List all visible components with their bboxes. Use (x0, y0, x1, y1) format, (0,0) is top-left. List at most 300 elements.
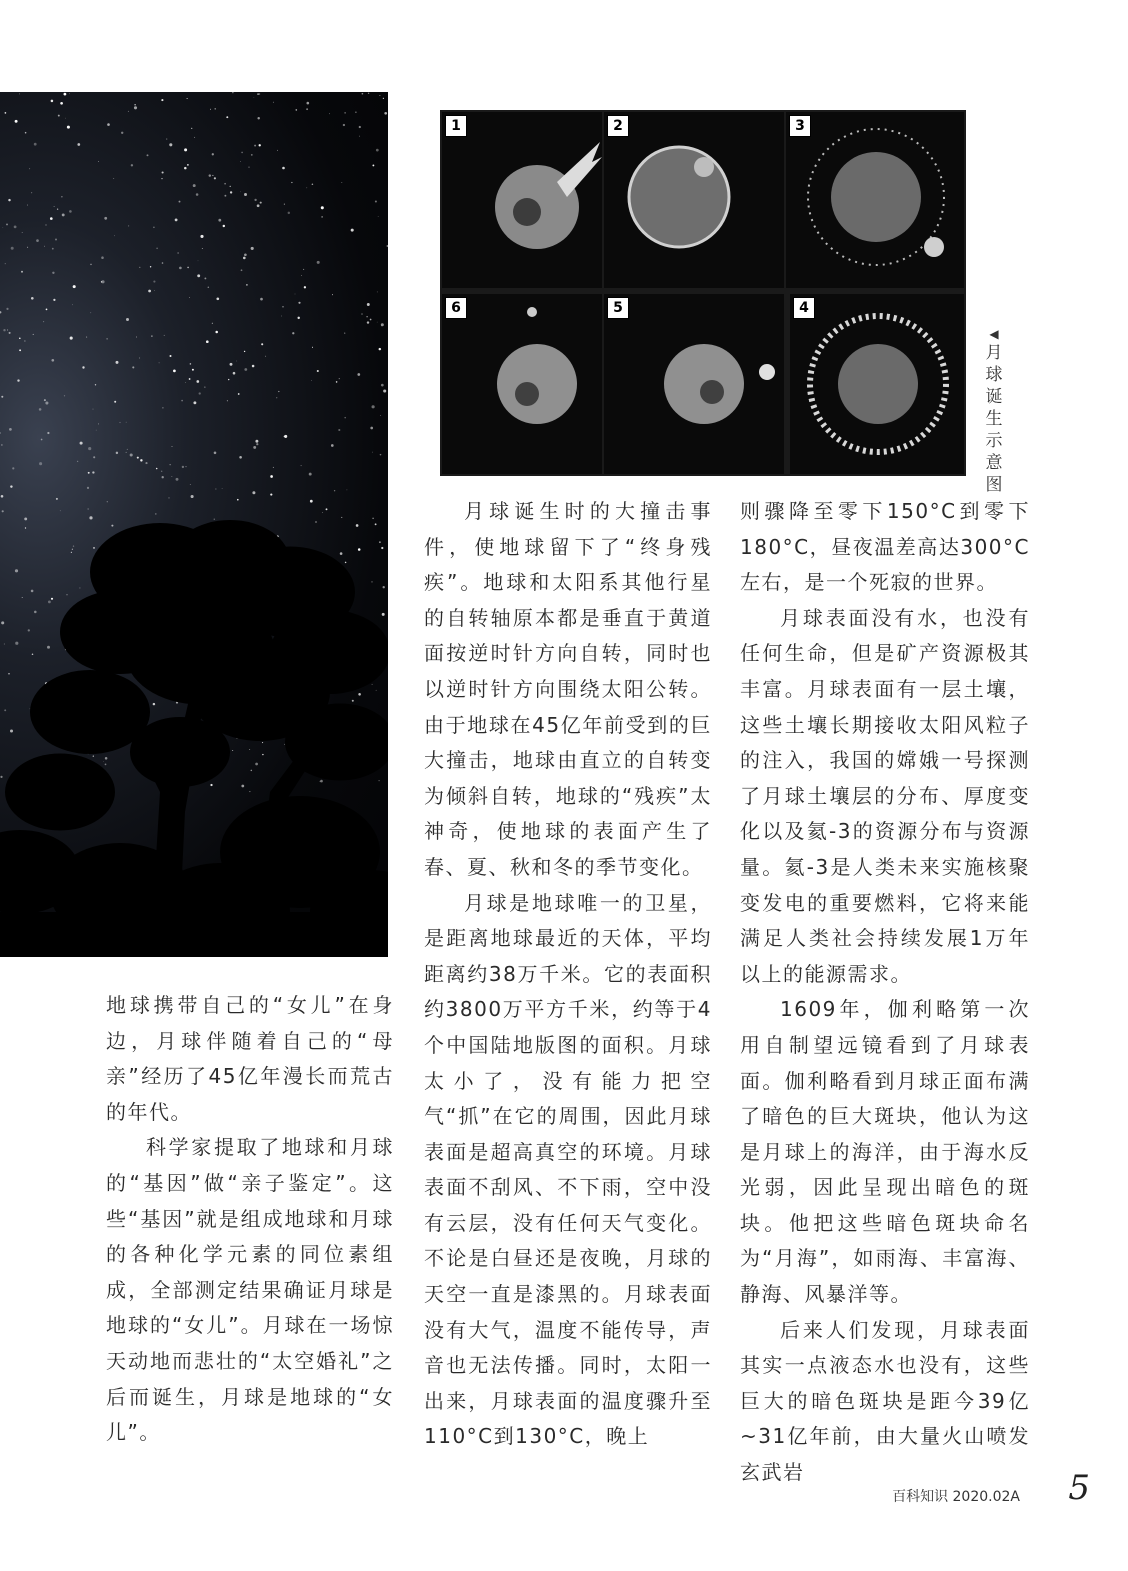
star (199, 392, 201, 394)
star (128, 225, 129, 226)
star (45, 224, 46, 225)
star (145, 462, 147, 464)
star (128, 111, 129, 112)
star (306, 187, 307, 188)
star (34, 611, 37, 614)
panel-4 (790, 294, 964, 474)
paragraph: 地球携带自己的“女儿”在身边，月球伴随着自己的“母亲”经历了45亿年漫长而荒古的年代。 (106, 993, 394, 1124)
star (239, 456, 242, 459)
star (251, 154, 253, 156)
star (44, 399, 46, 401)
star (381, 384, 384, 387)
star (64, 395, 65, 396)
star (2, 227, 3, 228)
star (384, 112, 387, 115)
star (19, 338, 21, 340)
star (376, 690, 377, 691)
star (54, 206, 55, 207)
star (241, 152, 243, 154)
star (204, 277, 206, 279)
star (155, 513, 157, 515)
starry-sky-with-trees (0, 92, 388, 957)
star (381, 323, 384, 326)
star (368, 93, 369, 94)
star (98, 423, 99, 424)
star (179, 267, 182, 270)
star (346, 489, 347, 490)
star (15, 569, 18, 572)
star (50, 217, 53, 220)
star (89, 516, 92, 519)
star (119, 422, 120, 423)
star (169, 497, 170, 498)
star (55, 239, 57, 241)
star (90, 312, 91, 313)
star (77, 461, 78, 462)
star (139, 358, 140, 359)
star (379, 95, 380, 96)
star (48, 600, 51, 603)
star (77, 143, 80, 146)
star (32, 654, 34, 656)
star (5, 263, 6, 264)
star (191, 128, 192, 129)
panel-number: 3 (789, 115, 811, 137)
star (381, 547, 383, 549)
star (320, 781, 321, 782)
star (39, 462, 42, 465)
star (3, 329, 5, 331)
star (341, 517, 342, 518)
star (60, 510, 61, 511)
star (161, 178, 162, 179)
star (259, 144, 261, 146)
star (276, 397, 277, 398)
star (19, 349, 21, 351)
star (114, 401, 116, 403)
star (57, 209, 58, 210)
star (244, 193, 247, 196)
star (52, 248, 54, 250)
star (126, 422, 127, 423)
star (44, 246, 45, 247)
star (344, 417, 346, 419)
star (224, 195, 226, 197)
star (106, 338, 107, 339)
star (88, 447, 91, 450)
star (153, 226, 155, 228)
star (233, 372, 236, 375)
star (184, 167, 187, 170)
star (243, 257, 246, 260)
star (179, 201, 181, 203)
star (137, 457, 139, 459)
star (111, 525, 113, 527)
star (15, 642, 18, 645)
star (98, 161, 99, 162)
star (101, 256, 104, 259)
star (159, 362, 160, 363)
star (249, 167, 250, 168)
star (67, 594, 68, 595)
star (244, 368, 247, 371)
star (7, 330, 8, 331)
star (181, 400, 183, 402)
star (65, 118, 66, 119)
star (278, 391, 279, 392)
panel-number: 5 (607, 297, 629, 319)
star (214, 519, 215, 520)
star (15, 120, 18, 123)
star (1, 495, 4, 498)
star (25, 527, 26, 528)
star (93, 456, 95, 458)
debris-ejection-icon (604, 112, 784, 288)
star (295, 109, 297, 111)
star (175, 218, 178, 221)
star (366, 316, 367, 317)
star (262, 742, 263, 743)
star (244, 253, 247, 256)
star (86, 337, 87, 338)
star (351, 229, 354, 232)
paragraph: 月球表面没有水，也没有任何生命，但是矿产资源极其丰富。月球表面有一层土壤，这些土壤长期接收太阳风粒子的注入，我国的嫦娥一号探测了月球土壤层的分布、厚度变化以及氦-3的资源分布与资源量。氦-3是人类未来实施核聚变发电的重要燃料，它将来能满足人类社会持续发展1万年以上的能源需求。 (740, 605, 1030, 986)
star (343, 124, 345, 126)
star (2, 510, 4, 512)
star (154, 290, 155, 291)
star (297, 317, 299, 319)
star (148, 290, 151, 293)
star (134, 104, 135, 105)
star (212, 175, 213, 176)
star (185, 382, 186, 383)
caption-text: 月球诞生示意图 (985, 343, 1003, 495)
star (265, 356, 266, 357)
panel-5 (604, 294, 784, 474)
star (209, 174, 211, 176)
star (187, 267, 189, 269)
star (251, 247, 254, 250)
star (156, 247, 158, 249)
star (215, 331, 218, 334)
star (93, 547, 95, 549)
star (79, 587, 80, 588)
star (6, 223, 8, 225)
star (19, 93, 20, 94)
star (254, 97, 255, 98)
star (73, 285, 76, 288)
star (310, 500, 313, 503)
star (130, 453, 133, 456)
star (150, 266, 151, 267)
star (370, 319, 372, 321)
star (46, 309, 48, 311)
star (383, 98, 384, 99)
star (132, 366, 134, 368)
star (58, 115, 60, 117)
earth-impact-icon (442, 112, 602, 288)
star (164, 335, 165, 336)
star (186, 466, 187, 467)
star (162, 262, 164, 264)
panel-3 (786, 112, 964, 288)
star (113, 178, 114, 179)
star (72, 549, 73, 550)
star (259, 93, 260, 94)
star (52, 272, 54, 274)
star (370, 427, 373, 430)
star (172, 446, 173, 447)
star (0, 776, 2, 778)
star (96, 430, 97, 431)
star (230, 186, 231, 187)
star (105, 764, 107, 766)
star (377, 322, 378, 323)
star (322, 512, 323, 513)
star (372, 164, 374, 166)
star (298, 302, 300, 304)
star (190, 484, 191, 485)
star (189, 378, 191, 380)
star (9, 332, 11, 334)
earth-moon-icon (442, 294, 602, 474)
star (92, 471, 94, 473)
star (307, 102, 310, 105)
star (257, 93, 259, 95)
star (377, 291, 378, 292)
star (162, 476, 164, 478)
star (134, 106, 137, 109)
star (304, 286, 306, 288)
star (230, 191, 232, 193)
star (223, 225, 225, 227)
star (88, 509, 89, 510)
star (358, 693, 361, 696)
star (237, 499, 239, 501)
debris-disk-icon (790, 294, 964, 474)
star (215, 489, 216, 490)
star (131, 164, 133, 166)
text-column-3 (740, 494, 1030, 1491)
star (317, 261, 320, 264)
star (352, 700, 354, 702)
star (249, 749, 250, 750)
star (93, 409, 94, 410)
star (51, 359, 54, 362)
star (303, 269, 304, 270)
star (230, 363, 233, 366)
star (331, 444, 334, 447)
star (383, 586, 385, 588)
star (232, 750, 233, 751)
text-column-2 (424, 494, 712, 1455)
star (170, 355, 172, 357)
star (6, 308, 8, 310)
star (312, 347, 313, 348)
star (11, 247, 14, 250)
star (301, 275, 302, 276)
star (189, 297, 190, 298)
star (51, 100, 54, 103)
star (226, 116, 228, 118)
star (372, 452, 373, 453)
star (139, 267, 140, 268)
star (87, 487, 89, 489)
star (254, 199, 256, 201)
star (257, 117, 259, 119)
panel-number: 6 (445, 297, 467, 319)
star (252, 365, 255, 368)
star (238, 393, 240, 395)
star (252, 491, 255, 494)
star (273, 467, 274, 468)
triangle-left-icon: ◀ (989, 327, 999, 341)
star (21, 271, 23, 273)
star (311, 380, 312, 381)
star (336, 381, 338, 383)
star (356, 524, 359, 527)
star (251, 770, 253, 772)
star (60, 102, 63, 105)
star (281, 316, 282, 317)
star (14, 226, 17, 229)
star (162, 171, 164, 173)
star (0, 311, 1, 313)
star (367, 303, 370, 306)
star (345, 562, 347, 564)
star (64, 93, 67, 96)
star (249, 791, 250, 792)
star (82, 366, 84, 368)
star (28, 629, 30, 631)
star (312, 184, 314, 186)
star (227, 400, 228, 401)
star (244, 351, 245, 352)
star (126, 318, 129, 321)
star (184, 148, 187, 151)
star (340, 552, 343, 555)
star (4, 643, 5, 644)
star (241, 269, 243, 271)
star (191, 495, 194, 498)
star (208, 287, 210, 289)
star (47, 646, 50, 649)
star (320, 780, 323, 783)
star (309, 473, 312, 476)
star (334, 490, 335, 491)
star (338, 429, 340, 431)
star (260, 298, 263, 301)
star (162, 407, 164, 409)
star (212, 153, 214, 155)
star (153, 703, 155, 705)
star (178, 252, 179, 253)
star (214, 452, 217, 455)
star (240, 161, 241, 162)
star (72, 304, 73, 305)
star (103, 761, 104, 762)
star (36, 239, 39, 242)
star (240, 191, 241, 192)
star (204, 387, 205, 388)
star (329, 113, 330, 114)
star (47, 432, 49, 434)
star (8, 673, 9, 674)
star (376, 149, 379, 152)
star (378, 216, 379, 217)
star (193, 184, 196, 187)
star (10, 485, 12, 487)
star (161, 471, 162, 472)
star (224, 183, 226, 185)
star (51, 598, 53, 600)
star (1, 396, 3, 398)
star (187, 98, 188, 99)
paragraph: 1609年，伽利略第一次用自制望远镜看到了月球表面。伽利略看到月球正面布满了暗色的巨大斑块，他认为这是月球上的海洋，由于海水反光弱，因此呈现出暗色的斑块。他把这些暗色斑块命名为“月海”，如雨海、丰富海、静海、风暴洋等。 (740, 997, 1030, 1307)
star (22, 597, 23, 598)
star (380, 454, 382, 456)
star (93, 755, 94, 756)
star (282, 306, 284, 308)
star (116, 452, 118, 454)
star (45, 401, 48, 404)
star (344, 332, 345, 333)
star (378, 780, 379, 781)
star (292, 332, 294, 334)
star (257, 204, 260, 207)
star (27, 205, 28, 206)
star (254, 145, 256, 147)
star (182, 466, 184, 468)
figure-caption (982, 326, 1006, 496)
star (24, 517, 27, 520)
star (218, 219, 221, 222)
star (301, 465, 302, 466)
star (358, 548, 361, 551)
star (261, 343, 263, 345)
star (127, 449, 128, 450)
star (214, 108, 215, 109)
star (255, 763, 258, 766)
star (8, 199, 10, 201)
star (61, 196, 62, 197)
star (69, 93, 70, 94)
star (241, 785, 244, 788)
star (105, 757, 108, 760)
star (260, 202, 262, 204)
star (193, 401, 196, 404)
star (253, 446, 256, 449)
star (190, 363, 192, 365)
star (332, 294, 333, 295)
star (295, 294, 296, 295)
panel-2 (604, 112, 784, 288)
star (39, 408, 42, 411)
paragraph: 月球是地球唯一的卫星，是距离地球最近的天体，平均距离约38万千米。它的表面积约3800万平方千米，约等于4个中国陆地版图的面积。月球太小了，没有能力把空气“抓”在它的周围，因此月球表面是超高真空的环境。月球表面不刮风、不下雨，空中没有云层，没有任何天气变化。不论是白昼还是夜晚，月球的天空一直是漆黑的。月球表面没有大气，温度不能传导，声音也无法传播。同时，太阳一出来，月球表面的温度骤升至110°C到130°C，晚上 (424, 890, 712, 1449)
paragraph: 则骤降至零下150°C到零下180°C，昼夜温差高达300°C左右，是一个死寂的世界。 (740, 499, 1030, 595)
star (172, 476, 173, 477)
paragraph: 后来人们发现，月球表面其实一点液态水也没有，这些巨大的暗色斑块是距今39亿~31亿年前，由大量火山喷发玄武岩 (740, 1317, 1030, 1485)
star (173, 370, 176, 373)
star (153, 281, 155, 283)
star (140, 459, 142, 461)
star (256, 443, 258, 445)
star (200, 235, 203, 238)
star (88, 472, 90, 474)
star (270, 475, 273, 478)
star (383, 389, 386, 392)
star (33, 334, 34, 335)
